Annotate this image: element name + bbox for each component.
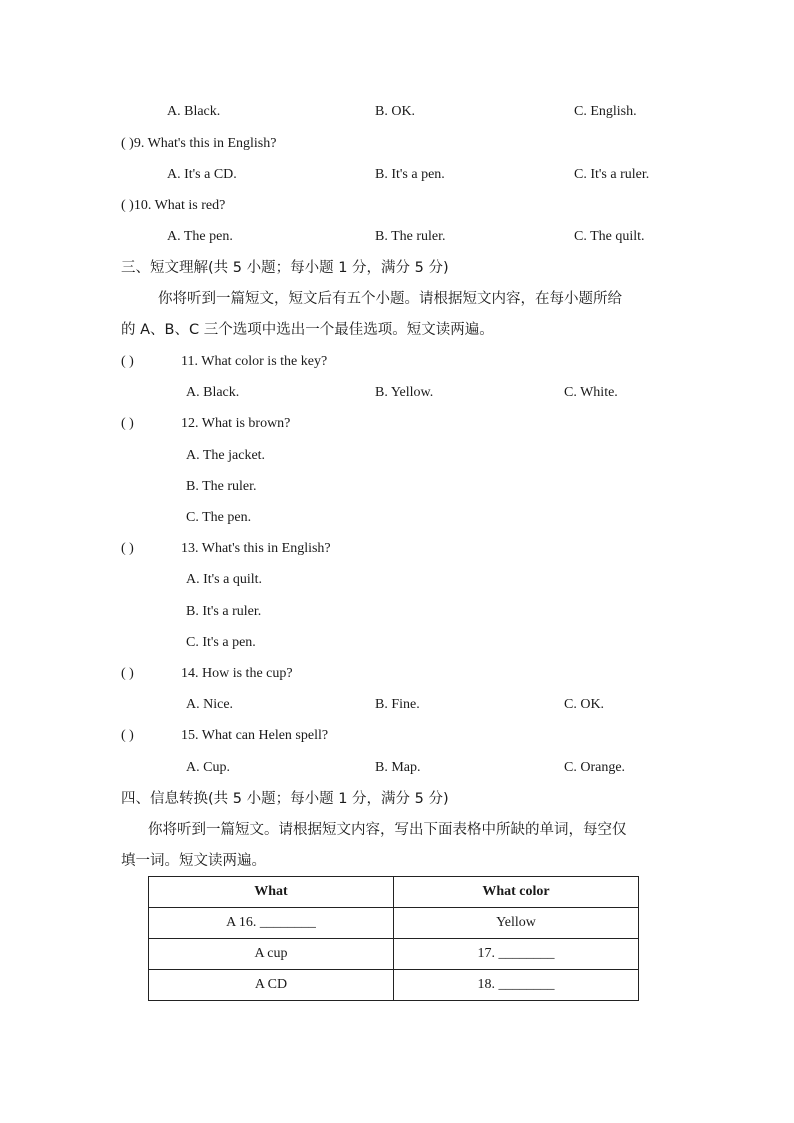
- q9-stem: ( )9. What's this in English?: [121, 136, 277, 151]
- q12-option-c: C. The pen.: [186, 510, 252, 525]
- q9-option-b: B. It's a pen.: [375, 167, 445, 182]
- table-header-row: [149, 877, 639, 908]
- table-header-what: What: [149, 877, 394, 908]
- table-header-what-color: What color: [394, 877, 639, 908]
- q14-answer-paren[interactable]: ( ): [121, 666, 134, 681]
- section4-instruction-line2: 填一词。短文读两遍。: [121, 853, 266, 869]
- section4-title: 四、信息转换(共 5 小题；每小题 1 分，满分 5 分): [121, 791, 449, 807]
- q13-answer-paren[interactable]: ( ): [121, 541, 134, 556]
- section3-instruction-line1: 你将听到一篇短文，短文后有五个小题。请根据短文内容，在每小题所给: [158, 291, 622, 307]
- section3-title: 三、短文理解(共 5 小题；每小题 1 分，满分 5 分): [121, 260, 449, 276]
- section4-instruction-line1: 你将听到一篇短文。请根据短文内容，写出下面表格中所缺的单词，每空仅: [148, 822, 627, 838]
- q12-answer-paren[interactable]: ( ): [121, 416, 134, 431]
- section3-instruction-line2: 的 A、B、C 三个选项中选出一个最佳选项。短文读两遍。: [121, 322, 494, 338]
- table-cell-color[interactable]: 17. ________: [394, 939, 639, 970]
- q8-option-c: C. English.: [574, 104, 637, 119]
- q11-option-b: B. Yellow.: [375, 385, 434, 400]
- table-cell-what: A cup: [149, 939, 394, 970]
- q12-option-a: A. The jacket.: [186, 448, 266, 463]
- q11-option-c: C. White.: [564, 385, 618, 400]
- q13-option-c: C. It's a pen.: [186, 635, 256, 650]
- table-cell-color: Yellow: [394, 908, 639, 939]
- table-cell-color[interactable]: 18. ________: [394, 970, 639, 1001]
- q15-stem: 15. What can Helen spell?: [181, 728, 329, 743]
- q15-option-c: C. Orange.: [564, 760, 626, 775]
- q14-stem: 14. How is the cup?: [181, 666, 293, 681]
- q8-option-b: B. OK.: [375, 104, 416, 119]
- q14-option-a: A. Nice.: [186, 697, 234, 712]
- q15-answer-paren[interactable]: ( ): [121, 728, 134, 743]
- table-row: [149, 970, 639, 1001]
- q14-option-b: B. Fine.: [375, 697, 420, 712]
- q8-option-a: A. Black.: [167, 104, 221, 119]
- table-row: [149, 939, 639, 970]
- q12-option-b: B. The ruler.: [186, 479, 257, 494]
- q9-option-c: C. It's a ruler.: [574, 167, 650, 182]
- q15-option-a: A. Cup.: [186, 760, 230, 775]
- q15-option-b: B. Map.: [375, 760, 421, 775]
- q10-stem: ( )10. What is red?: [121, 198, 226, 213]
- q11-answer-paren[interactable]: ( ): [121, 354, 134, 369]
- q13-option-a: A. It's a quilt.: [186, 572, 263, 587]
- q14-option-c: C. OK.: [564, 697, 605, 712]
- q13-stem: 13. What's this in English?: [181, 541, 331, 556]
- table-row: [149, 908, 639, 939]
- q12-stem: 12. What is brown?: [181, 416, 291, 431]
- q10-option-b: B. The ruler.: [375, 229, 446, 244]
- q11-option-a: A. Black.: [186, 385, 240, 400]
- q13-option-b: B. It's a ruler.: [186, 604, 262, 619]
- q10-option-a: A. The pen.: [167, 229, 233, 244]
- table-cell-what[interactable]: A 16. ________: [149, 908, 394, 939]
- table-cell-what: A CD: [149, 970, 394, 1001]
- q11-stem: 11. What color is the key?: [181, 354, 328, 369]
- info-table: [148, 876, 639, 1001]
- q9-option-a: A. It's a CD.: [167, 167, 237, 182]
- q10-option-c: C. The quilt.: [574, 229, 645, 244]
